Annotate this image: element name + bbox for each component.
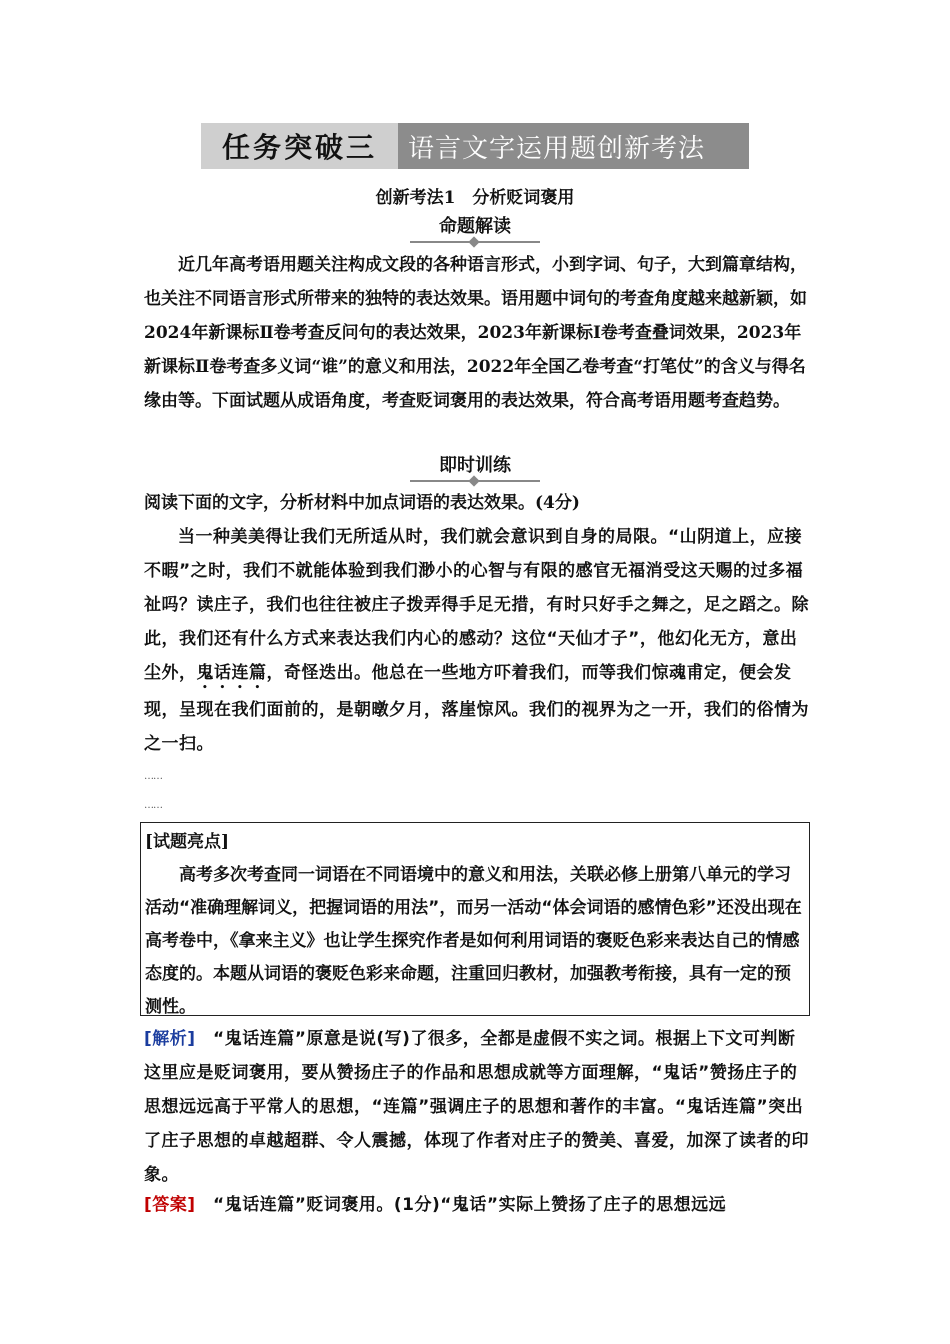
ellipsis-marker: ……	[144, 771, 162, 782]
answer-text: “鬼话连篇”贬词褒用。(1分)“鬼话”实际上赞扬了庄子的思想远远	[195, 1195, 727, 1215]
highlight-text: 高考多次考查同一词语在不同语境中的意义和用法，关联必修上册第八单元的学习活动“准确理解词义，把握词语的用法”，而另一活动“体会词语的感情色彩”还没出现在高考卷中，《拿来主义》也让学生探究作者是如何利用词语的褒贬色彩来表达自己的情感态度的。本题从词语的褒贬色彩来命题，注重回归教材，加强教考衔接，具有一定的预测性。	[145, 865, 802, 1017]
reading-passage	[144, 520, 812, 761]
heading-divider	[410, 241, 540, 243]
title-banner	[201, 123, 749, 169]
ellipsis-marker: ……	[144, 800, 162, 811]
analysis-text: “鬼话连篇”原意是说(写)了很多，全都是虚假不实之词。根据上下文可判断这里应是贬词褒用，要从赞扬庄子的作品和思想成就等方面理解，“鬼话”赞扬庄子的思想远远高于平常人的思想，“连篇”强调庄子的思想和著作的丰富。“鬼话连篇”突出了庄子思想的卓越超群、令人震撼，体现了作者对庄子的赞美、喜爱，加深了读者的印象。	[144, 1029, 809, 1185]
highlight-label: [试题亮点]	[145, 832, 230, 852]
heading-divider	[410, 480, 540, 482]
analysis-label: [解析]	[144, 1029, 196, 1049]
section-subtitle: 创新考法1 分析贬词褒用	[375, 188, 575, 208]
dotted-phrase: 鬼话连篇	[196, 663, 267, 683]
heading-practice-label: 即时训练	[439, 455, 511, 476]
analysis-section	[144, 1022, 812, 1192]
banner-task-label: 任务突破三	[201, 123, 398, 169]
answer-section	[144, 1188, 812, 1222]
passage-text-after: ，奇怪迭出。他总在一些地方吓着我们，而等我们惊魂甫定，便会发现，呈现在我们面前的，是朝暾夕月，落崖惊风。我们的视界为之一开，我们的俗情为之一扫。	[144, 663, 809, 754]
heading-interpretation-label: 命题解读	[439, 216, 511, 237]
heading-interpretation	[410, 212, 540, 243]
passage-text-before: 当一种美美得让我们无所适从时，我们就会意识到自身的局限。“山阴道上，应接不暇”之时，我们不就能体验到我们渺小的心智与有限的感官无福消受这天赐的过多福祉吗？读庄子，我们也往往被庄子拨弄得手足无措，有时只好手之舞之，足之蹈之。除此，我们还有什么方式来表达我们内心的感动？这位“天仙才子”，他幻化无方，意出尘外，	[144, 527, 809, 683]
highlight-box	[140, 822, 810, 1016]
answer-label: [答案]	[144, 1195, 196, 1215]
heading-practice	[410, 451, 540, 482]
intro-paragraph: 近几年高考语用题关注构成文段的各种语言形式，小到字词、句子，大到篇章结构，也关注不同语言形式所带来的独特的表达效果。语用题中词句的考查角度越来越新颖，如2024年新课标Ⅱ卷考查反问句的表达效果，2023年新课标Ⅰ卷考查叠词效果，2023年新课标Ⅱ卷考查多义词“谁”的意义和用法，2022年全国乙卷考查“打笔仗”的含义与得名缘由等。下面试题从成语角度，考查贬词褒用的表达效果，符合高考语用题考查趋势。	[144, 255, 807, 411]
banner-topic-label: 语言文字运用题创新考法	[398, 123, 749, 169]
question-prompt: 阅读下面的文字，分析材料中加点词语的表达效果。(4分)	[144, 493, 580, 513]
